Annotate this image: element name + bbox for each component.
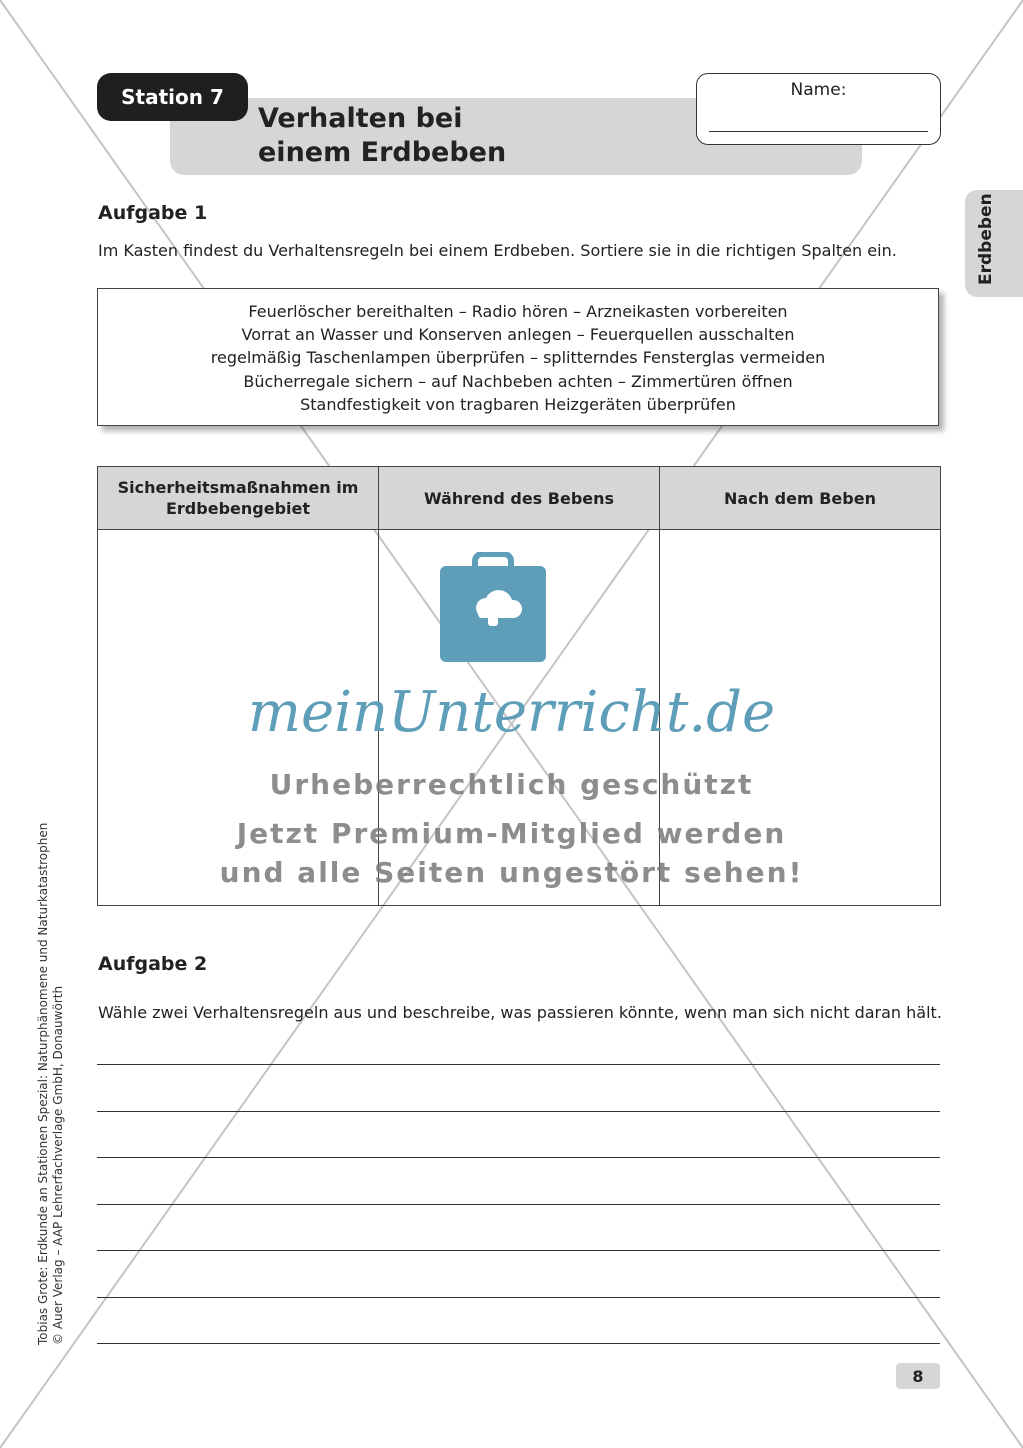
rules-box: [97, 288, 939, 426]
column-header-during: Während des Bebens: [379, 467, 660, 530]
page-number: 8: [896, 1363, 940, 1389]
station-badge: Station 7: [97, 73, 248, 121]
answer-line[interactable]: [97, 1111, 940, 1112]
task1-instruction: Im Kasten findest du Verhaltensregeln bei einem Erdbeben. Sortiere sie in die richtigen Spalten ein.: [98, 241, 897, 260]
watermark-premium-line-1: Jetzt Premium-Mitglied werden: [236, 817, 787, 850]
rule-line: Bücherregale sichern – auf Nachbeben achten – Zimmertüren öffnen: [243, 371, 793, 391]
title-line-2: einem Erdbeben: [258, 137, 507, 168]
answer-line[interactable]: [97, 1064, 940, 1065]
answer-line[interactable]: [97, 1157, 940, 1158]
watermark-brand: meinUnterricht.de: [247, 680, 776, 745]
answer-cell-after[interactable]: [660, 530, 941, 906]
task2-heading: Aufgabe 2: [98, 953, 208, 975]
answer-line[interactable]: [97, 1343, 940, 1344]
page-title: [258, 102, 506, 170]
rule-line: Feuerlöscher bereithalten – Radio hören – Arzneikasten vorbereiten: [248, 302, 788, 321]
watermark-premium-line-2: und alle Seiten ungestört sehen!: [219, 856, 804, 889]
table-header-row: [98, 467, 941, 530]
task1-heading: Aufgabe 1: [98, 202, 208, 224]
name-label: Name:: [790, 80, 847, 100]
rule-line: Standfestigkeit von tragbaren Heizgeräten überprüfen: [300, 394, 736, 414]
answer-line[interactable]: [97, 1297, 940, 1298]
publisher-credit: [36, 823, 66, 1345]
name-write-line[interactable]: [709, 131, 928, 132]
title-line-1: Verhalten bei: [258, 103, 463, 134]
rule-line: Vorrat an Wasser und Konserven anlegen – Feuerquellen ausschalten: [241, 325, 795, 345]
sorting-table: [97, 466, 941, 906]
credit-line-2: © Auer Verlag – AAP Lehrerfachverlage GmbH, Donauwörth: [51, 985, 65, 1345]
rule-line: regelmäßig Taschenlampen überprüfen – splitterndes Fensterglas vermeiden: [210, 348, 826, 368]
column-header-after: Nach dem Beben: [660, 467, 941, 530]
watermark-copyright: Urheberrechtlich geschützt: [269, 768, 754, 801]
answer-line[interactable]: [97, 1204, 940, 1205]
column-header-safety: Sicherheitsmaßnahmen im Erdbebengebiet: [98, 467, 379, 530]
side-tab-label: Erdbeben: [976, 193, 996, 285]
name-box[interactable]: [696, 73, 941, 145]
answer-cell-safety[interactable]: [98, 530, 379, 906]
table-answer-row: [98, 530, 941, 906]
task2-instruction: Wähle zwei Verhaltensregeln aus und beschreibe, was passieren könnte, wenn man sich nicht daran hält.: [98, 1003, 942, 1022]
answer-cell-during[interactable]: [379, 530, 660, 906]
credit-line-1: Tobias Grote: Erdkunde an Stationen Spezial: Naturphänomene und Naturkatastrophen: [36, 822, 50, 1345]
answer-line[interactable]: [97, 1250, 940, 1251]
